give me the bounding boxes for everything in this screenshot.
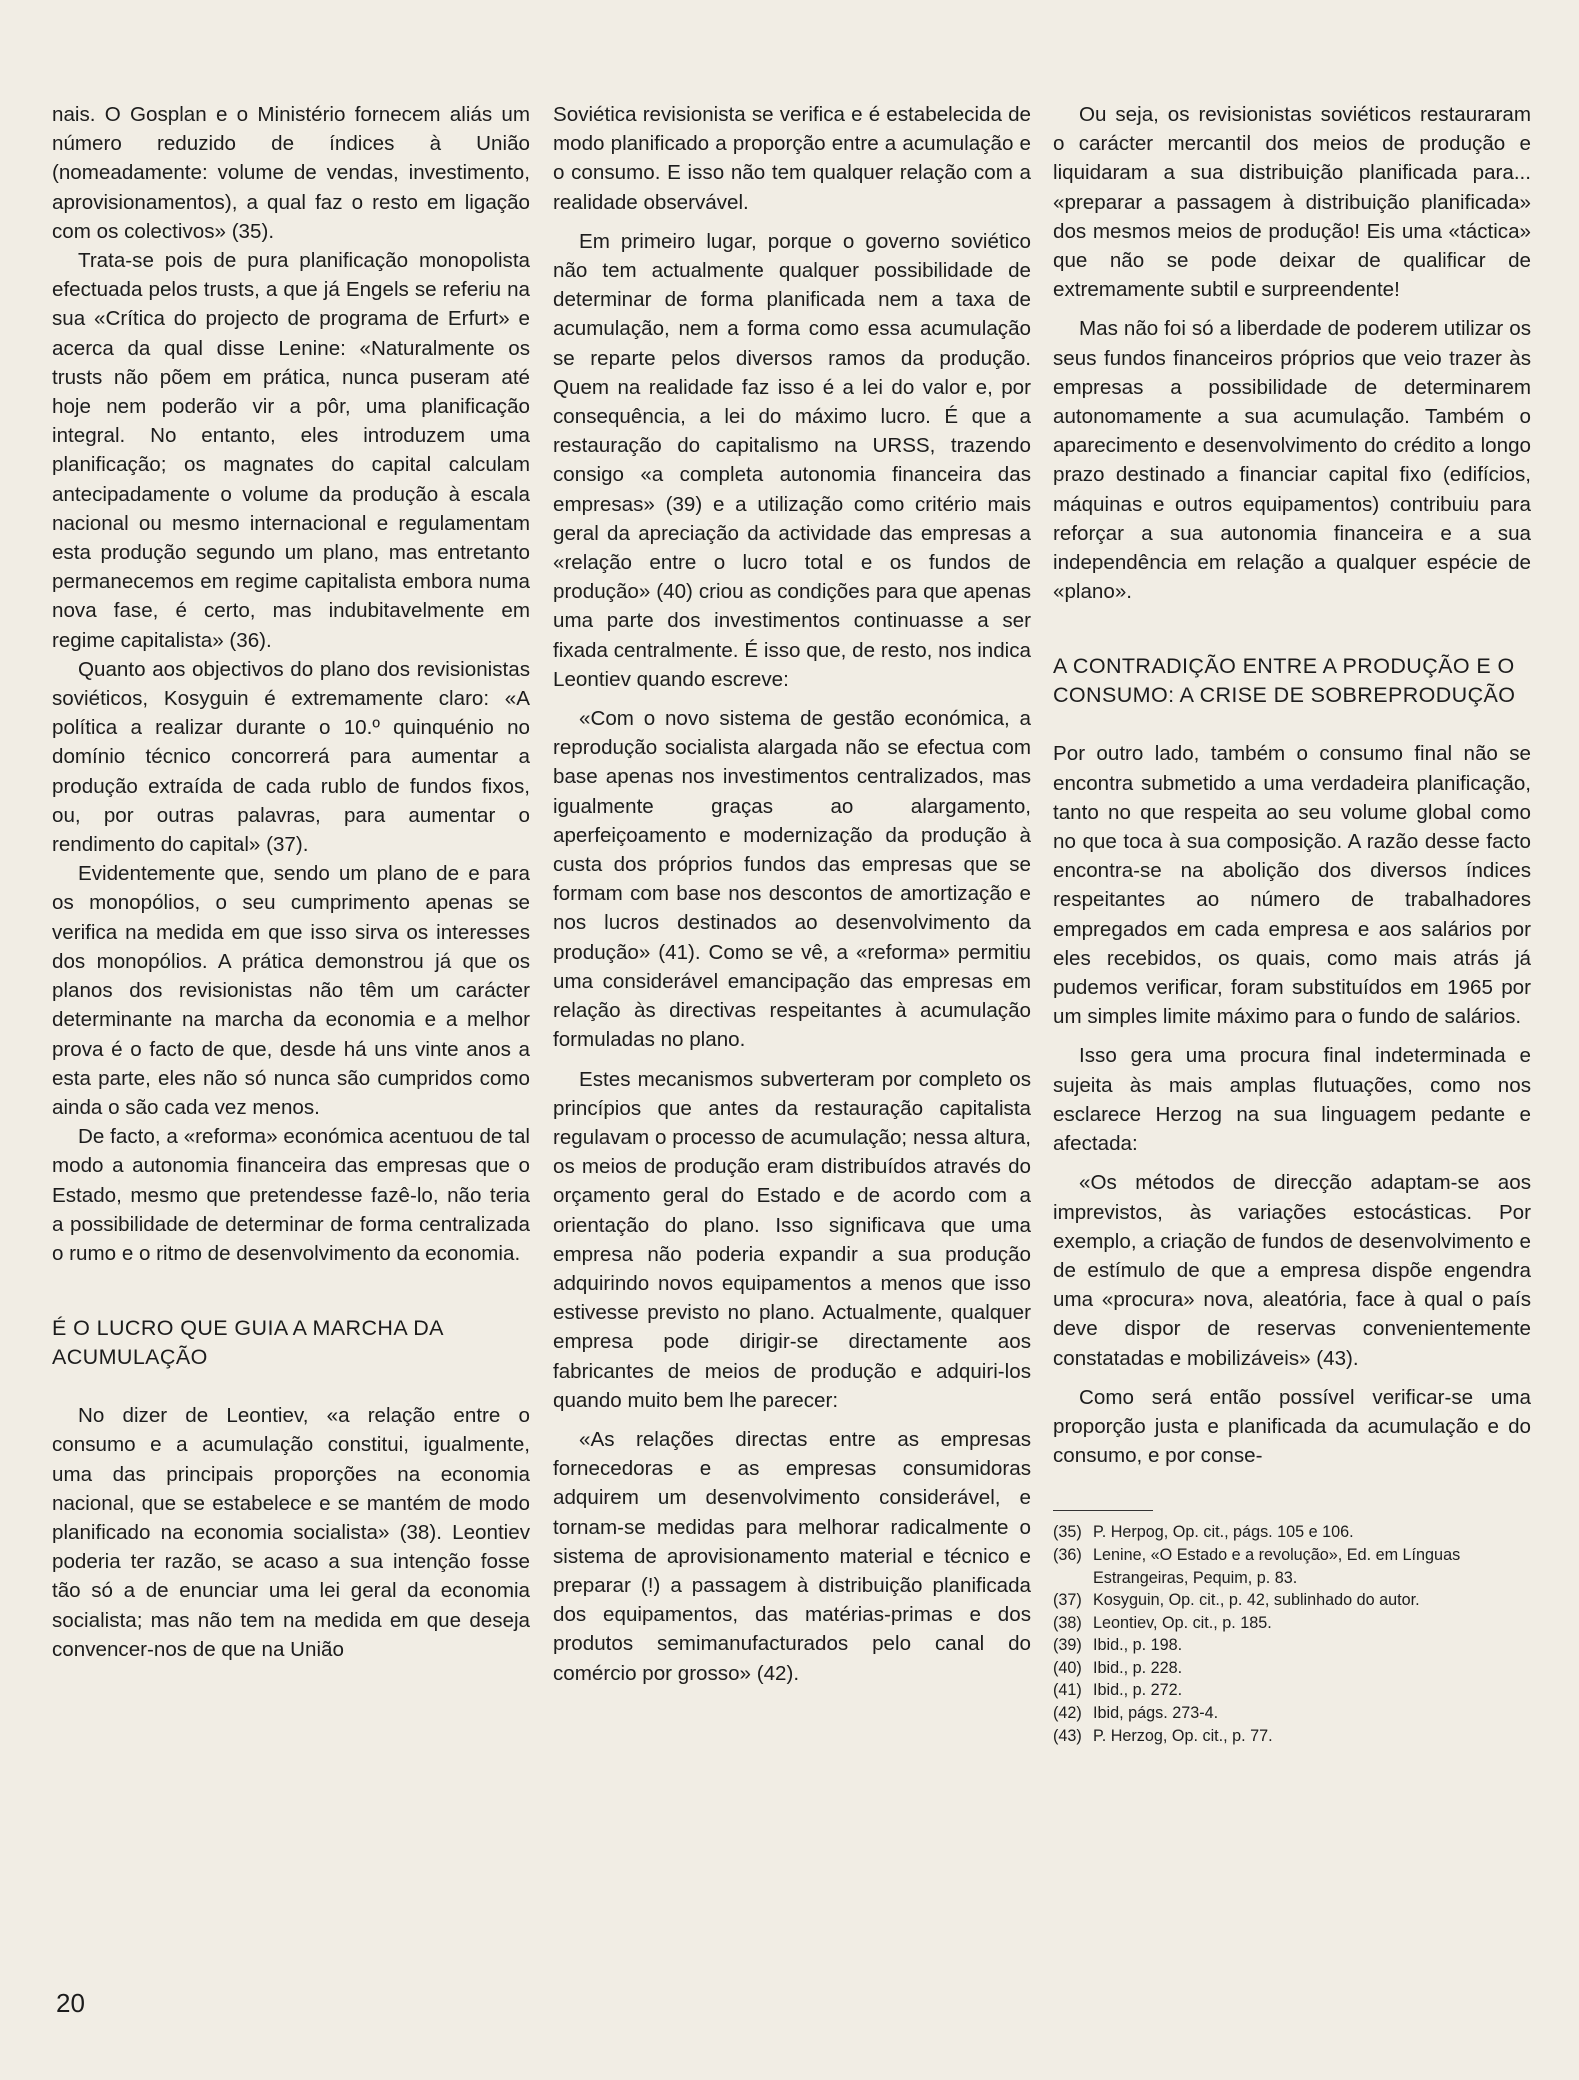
footnotes — [1053, 1521, 1531, 1747]
footnote — [1053, 1612, 1531, 1635]
paragraph: Isso gera uma procura final indeterminada e sujeita às mais amplas flutuações, como nos esclarece Herzog na sua linguagem pedante e afectada: — [1053, 1044, 1531, 1156]
paragraph: No dizer de Leontiev, «a relação entre o consumo e a acumulação constitui, igualmente, uma das principais proporções na economia nacional, que se estabelece e se mantém de modo planificado na economia socialista» (38). Leontiev poderia ter razão, se acaso a sua intenção fosse tão só a de enunciar uma lei geral da economia socialista; mas não tem na medida em que deseja convencer-nos de que na União — [52, 1404, 530, 1661]
footnote — [1053, 1589, 1531, 1612]
paragraph: Como será então possível verificar-se uma proporção justa e planificada da acumulação e do consumo, e por conse- — [1053, 1385, 1531, 1468]
paragraph: Ou seja, os revisionistas soviéticos restauraram o carácter mercantil dos meios de produção e liquidaram a sua distribuição planificada para... «preparar a passagem à distribuição planificada» dos mesmos meios de produção! Eis uma «táctica» que não se pode deixar de qualificar de extremamente subtil e surpreendente! — [1053, 103, 1531, 302]
paragraph: nais. O Gosplan e o Ministério fornecem aliás um número reduzido de índices à União (nomeadamente: volume de vendas, investimento, aprovisionamentos), a qual faz o resto em ligação com os colectivos» (35). — [52, 103, 530, 243]
footnote-marker: (39) — [1053, 1636, 1082, 1655]
footnote-text: P. Herzog, Op. cit., p. 77. — [1093, 1726, 1273, 1745]
paragraph: Estes mecanismos subverteram por completo os princípios que antes da restauração capitalista regulavam o processo de acumulação; nessa altura, os meios de produção eram distribuídos através do orçamento geral do Estado e de acordo com a orientação do plano. Isso significava que uma empresa não poderia expandir a sua produção adquirindo novos equipamentos a menos que isso estivesse previsto no plano. Actualmente, qualquer empresa pode dirigir-se directamente aos fabricantes de meios de produção e adquiri-los quando muito bem lhe parecer: — [553, 1067, 1031, 1412]
paragraph: Quanto aos objectivos do plano dos revisionistas soviéticos, Kosyguin é extremamente claro: «A política a realizar durante o 10.º quinquénio no domínio técnico concorrerá para aumentar a produção extraída de cada rublo de fundos fixos, ou, por outras palavras, para aumentar o rendimento do capital» (37). — [52, 657, 530, 857]
footnote-marker: (40) — [1053, 1658, 1082, 1677]
section-heading: É O LUCRO QUE GUIA A MARCHA DA ACUMULAÇÃO — [52, 1316, 443, 1370]
section-heading: A CONTRADIÇÃO ENTRE A PRODUÇÃO E O CONSUMO: A CRISE DE SOBREPRODUÇÃO — [1053, 654, 1516, 708]
page-number: 20 — [56, 1988, 85, 2018]
quote-paragraph: «Os métodos de direcção adaptam-se aos imprevistos, às variações estocásticas. Por exemplo, a criação de fundos de desenvolvimento e de estímulo de que a empresa dispõe engendra uma «procura» nova, aleatória, face à qual o país deve dispor de reservas convenientemente constatadas e mobilizáveis» (43). — [1053, 1171, 1531, 1370]
footnote-text: Ibid., p. 198. — [1093, 1636, 1183, 1655]
paragraph: De facto, a «reforma» económica acentuou de tal modo a autonomia financeira das empresas que o Estado, mesmo que pretendesse fazê-lo, não teria a possibilidade de determinar de forma centralizada o rumo e o ritmo de desenvolvimento da economia. — [52, 1125, 530, 1265]
footnote-text: Ibid., p. 272. — [1093, 1681, 1183, 1700]
footnote — [1053, 1657, 1531, 1680]
footnote-divider — [1053, 1510, 1153, 1511]
footnote-text: P. Herpog, Op. cit., págs. 105 e 106. — [1093, 1523, 1354, 1542]
footnote-text: Lenine, «O Estado e a revolução», Ed. em Línguas Estrangeiras, Pequim, p. 83. — [1093, 1545, 1461, 1587]
paragraph: Soviética revisionista se verifica e é estabelecida de modo planificado a proporção entre a acumulação e o consumo. E isso não tem qualquer relação com a realidade observável. — [553, 103, 1031, 214]
paragraph: Em primeiro lugar, porque o governo soviético não tem actualmente qualquer possibilidade de determinar de forma planificada nem a taxa de acumulação, nem a forma como essa acumulação se reparte pelos diversos ramos da produção. Quem na realidade faz isso é a lei do valor e, por consequência, a lei do máximo lucro. É que a restauração do capitalismo na URSS, trazendo consigo «a completa autonomia financeira das empresas» (39) e a utilização como critério mais geral da apreciação da actividade das empresas a «relação entre o lucro total e os fundos de produção» (40) criou as condições para que apenas uma parte dos investimentos continuasse a ser fixada centralmente. É isso que, de resto, nos indica Leontiev quando escreve: — [553, 229, 1031, 691]
footnote-marker: (35) — [1053, 1523, 1082, 1542]
footnote-marker: (36) — [1053, 1545, 1082, 1564]
footnote — [1053, 1679, 1531, 1702]
paragraph: Mas não foi só a liberdade de poderem utilizar os seus fundos financeiros próprios que veio trazer às empresas a possibilidade de determinarem autonomamente a sua acumulação. Também o aparecimento e desenvolvimento do crédito a longo prazo destinado a financiar capital fixo (edifícios, máquinas e outros equipamentos) contribuiu para reforçar a sua autonomia financeira e a sua independência em relação a qualquer espécie de «plano». — [1053, 317, 1531, 604]
footnote — [1053, 1521, 1531, 1544]
footnote-marker: (41) — [1053, 1681, 1082, 1700]
paragraph: Por outro lado, também o consumo final não se encontra submetido a uma verdadeira planificação, tanto no que respeita ao seu volume global como no que toca à sua composição. A razão desse facto encontra-se na abolição dos diversos índices respeitantes ao número de trabalhadores empregados em cada empresa e aos salários por eles recebidos, os quais, como mais atrás já pudemos verificar, foram substituídos em 1965 por um simples limite máximo para o fundo de salários. — [1053, 742, 1531, 1029]
quote-paragraph: «As relações directas entre as empresas fornecedoras e as empresas consumidoras adquirem um desenvolvimento considerável, e tornam-se medidas para melhorar radicalmente o sistema de aprovisionamento material e técnico e preparar (!) a passagem à distribuição planificada dos equipamentos, das matérias-primas e dos produtos semimanufacturados pelo canal do comércio por grosso» (42). — [553, 1427, 1031, 1685]
footnote-text: Leontiev, Op. cit., p. 185. — [1093, 1613, 1272, 1632]
footnote-text: Ibid, págs. 273-4. — [1093, 1704, 1219, 1723]
footnote — [1053, 1634, 1531, 1657]
footnote-marker: (43) — [1053, 1726, 1082, 1745]
footnote-text: Kosyguin, Op. cit., p. 42, sublinhado do autor. — [1093, 1591, 1420, 1610]
footnote — [1053, 1544, 1531, 1589]
footnote — [1053, 1702, 1531, 1725]
footnote-marker: (37) — [1053, 1591, 1082, 1610]
footnote-marker: (38) — [1053, 1613, 1082, 1632]
column-1 — [52, 100, 530, 1664]
footnote-text: Ibid., p. 228. — [1093, 1658, 1183, 1677]
paragraph: Trata-se pois de pura planificação monopolista efectuada pelos trusts, a que já Engels se referiu na sua «Crítica do projecto de programa de Erfurt» e acerca da qual disse Lenine: «Naturalmente os trusts não põem em prática, nunca puseram até hoje nem poderão vir a pôr, uma planificação integral. No entanto, eles introduzem uma planificação; os magnates do capital calculam antecipadamente o volume da produção à escala nacional ou mesmo internacional e regulamentam esta produção segundo um plano, mas entretanto permanecemos em regime capitalista embora numa nova fase, é certo, mas indubitavelmente em regime capitalista» (36). — [52, 249, 530, 652]
column-3 — [1053, 100, 1531, 1747]
footnote — [1053, 1725, 1531, 1748]
quote-paragraph: «Com o novo sistema de gestão económica, a reprodução socialista alargada não se efectua com base apenas nos investimentos centralizados, mas igualmente graças ao alargamento, aperfeiçoamento e modernização da produção à custa dos próprios fundos das empresas que se formam com base nos descontos de amortização e nos lucros destinados ao desenvolvimento da produção» (41). Como se vê, a «reforma» permitiu uma considerável emancipação das empresas em relação às directivas respeitantes à acumulação formuladas no plano. — [553, 707, 1031, 1052]
column-2 — [553, 100, 1031, 1688]
footnote-marker: (42) — [1053, 1704, 1082, 1723]
paragraph: Evidentemente que, sendo um plano de e para os monopólios, o seu cumprimento apenas se verifica na medida em que isso sirva os interesses dos monopólios. A prática demonstrou já que os planos dos revisionistas não têm um carácter determinante na marcha da economia e a melhor prova é o facto de que, desde há uns vinte anos a esta parte, eles não só nunca são cumpridos como ainda o são cada vez menos. — [52, 862, 530, 1119]
